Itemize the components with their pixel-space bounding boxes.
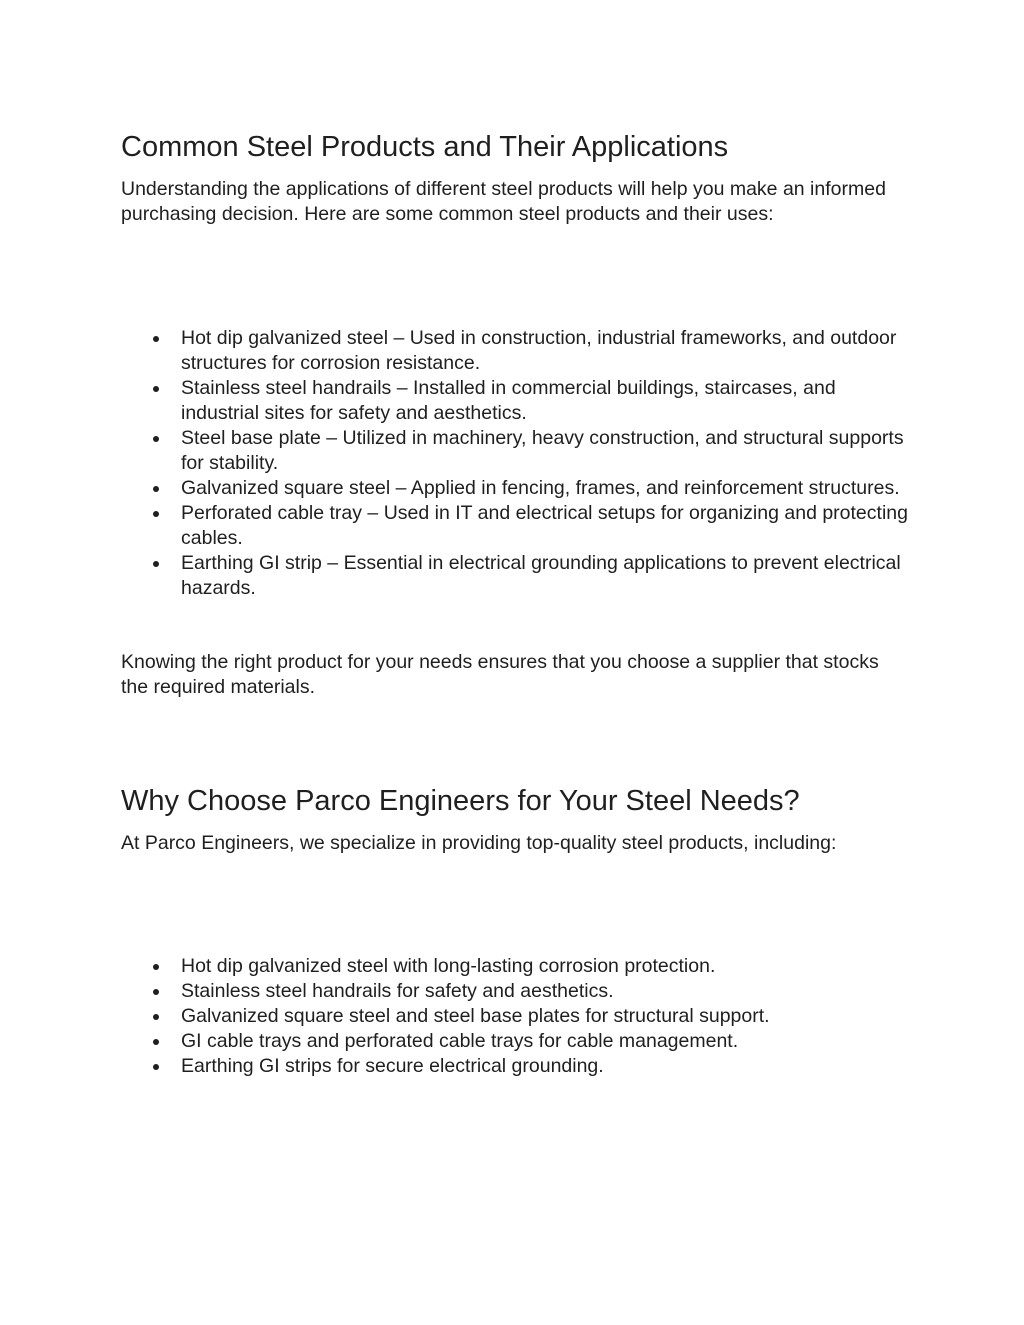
list-item	[121, 979, 911, 1004]
list-item	[121, 1054, 911, 1079]
list-item-text: Stainless steel handrails – Installed in commercial buildings, staircases, and industrial sites for safety and aesthetics.	[181, 377, 836, 424]
bullet-icon	[153, 1014, 159, 1020]
list-item	[121, 426, 911, 476]
bullet-icon	[153, 964, 159, 970]
list-item-text: Steel base plate – Utilized in machinery, heavy construction, and structural supports for stability.	[181, 427, 904, 474]
list-item	[121, 1029, 911, 1054]
list-item-text: Earthing GI strips for secure electrical grounding.	[181, 1055, 604, 1077]
parco-products-list	[121, 954, 911, 1079]
section-closing-paragraph: Knowing the right product for your needs ensures that you choose a supplier that stocks the required materials.	[121, 651, 879, 698]
section-intro-paragraph: At Parco Engineers, we specialize in providing top-quality steel products, including:	[121, 832, 837, 854]
bullet-icon	[153, 336, 159, 342]
bullet-icon	[153, 1039, 159, 1045]
bullet-icon	[153, 989, 159, 995]
list-item-text: Galvanized square steel and steel base plates for structural support.	[181, 1005, 770, 1027]
section-intro-paragraph: Understanding the applications of different steel products will help you make an informed purchasing decision. Here are some common steel products and their uses:	[121, 178, 886, 225]
list-item-text: Hot dip galvanized steel with long-lasting corrosion protection.	[181, 955, 716, 977]
list-item-text: Hot dip galvanized steel – Used in construction, industrial frameworks, and outdoor structures for corrosion resistance.	[181, 327, 897, 374]
list-item	[121, 376, 911, 426]
list-item	[121, 476, 911, 501]
bullet-icon	[153, 561, 159, 567]
list-item	[121, 954, 911, 979]
list-item	[121, 326, 911, 376]
list-item-text: GI cable trays and perforated cable trays for cable management.	[181, 1030, 739, 1052]
list-item	[121, 1004, 911, 1029]
bullet-icon	[153, 486, 159, 492]
list-item-text: Galvanized square steel – Applied in fencing, frames, and reinforcement structures.	[181, 477, 900, 499]
list-item-text: Earthing GI strip – Essential in electrical grounding applications to prevent electrical hazards.	[181, 552, 901, 599]
bullet-icon	[153, 1064, 159, 1070]
list-item	[121, 501, 911, 551]
list-item-text: Stainless steel handrails for safety and aesthetics.	[181, 980, 614, 1002]
product-applications-list	[121, 326, 911, 601]
section-title-why-choose-parco: Why Choose Parco Engineers for Your Steel Needs?	[121, 785, 800, 817]
section-title-common-steel-products: Common Steel Products and Their Applications	[121, 131, 729, 163]
bullet-icon	[153, 436, 159, 442]
bullet-icon	[153, 386, 159, 392]
list-item-text: Perforated cable tray – Used in IT and electrical setups for organizing and protecting cables.	[181, 502, 908, 549]
bullet-icon	[153, 511, 159, 517]
list-item	[121, 551, 911, 601]
